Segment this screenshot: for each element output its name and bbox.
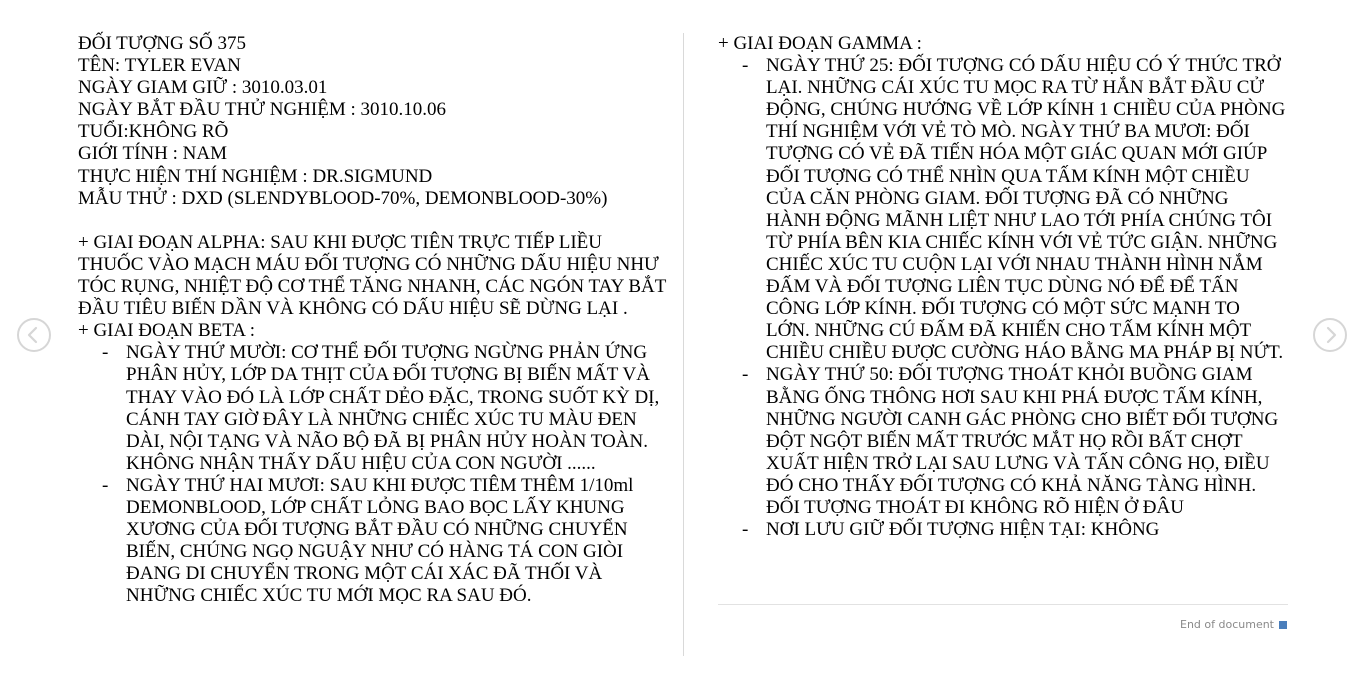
beta-day-10-text: NGÀY THỨ MƯỜI: CƠ THỂ ĐỐI TƯỢNG NGỪNG PHẢN ỨNG PHÂN HỦY, LỚP DA THỊT CỦA ĐỐI TƯỢNG BỊ BIẾN MẤT VÀ THAY VÀO ĐÓ LÀ LỚP CHẤT DẺO ĐẶC, TRONG SUỐT KỲ DỊ, CÁNH TAY GIỜ ĐÂY LÀ NHỮNG CHIẾC XÚC TU MÀU ĐEN DÀI, NỘI TẠNG VÀ NÃO BỘ ĐÃ BỊ PHÂN HỦY HOÀN TOÀN. KHÔNG NHẬN THẤY DẤU HIỆU CỦA CON NGƯỜI ......	[126, 342, 660, 474]
bullet-dash: -	[102, 474, 109, 496]
left-page	[78, 33, 668, 607]
end-divider	[718, 604, 1288, 605]
gamma-day-50-text: NGÀY THỨ 50: ĐỐI TƯỢNG THOÁT KHỎI BUỒNG GIAM BẰNG ỐNG THÔNG HƠI SAU KHI PHÁ ĐƯỢC TẤM KÍNH, NHỮNG NGƯỜI CANH GÁC PHÒNG CHO BIẾT ĐỐI TƯỢNG ĐỘT NGỘT BIẾN MẤT TRƯỚC MẮT HỌ RỒI BẤT CHỢT XUẤT HIỆN TRỞ LẠI SAU LƯNG VÀ TẤN CÔNG HỌ, ĐIỀU ĐÓ CHO THẤY ĐỐI TƯỢNG CÓ KHẢ NĂNG TÀNG HÌNH. ĐỐI TƯỢNG THOÁT ĐI KHÔNG RÕ HIỆN Ở ĐÂU	[766, 364, 1279, 518]
alpha-stage-paragraph: + GIAI ĐOẠN ALPHA: SAU KHI ĐƯỢC TIÊN TRỰC TIẾP LIỀU THUỐC VÀO MẠCH MÁU ĐỐI TƯỢNG CÓ NHỮNG DẤU HIỆU NHƯ TÓC RỤNG, NHIỆT ĐỘ CƠ THỂ TĂNG NHANH, CÁC NGÓN TAY BẮT ĐẦU TIÊU BIẾN DẦN VÀ KHÔNG CÓ DẤU HIỆU SẼ DỪNG LẠI .	[78, 231, 667, 320]
list-item	[718, 55, 1288, 364]
spacer	[78, 210, 668, 232]
list-item	[78, 342, 668, 475]
beta-stage-heading: + GIAI ĐOẠN BETA :	[78, 320, 256, 342]
chevron-right-icon	[1315, 320, 1345, 350]
test-sample: MẪU THỬ : DXD (SLENDYBLOOD-70%, DEMONBLOOD-30%)	[78, 187, 608, 209]
end-marker-icon	[1279, 621, 1287, 629]
bullet-dash: -	[742, 364, 749, 386]
chevron-left-icon	[19, 320, 49, 350]
detention-date: NGÀY GIAM GIỮ : 3010.03.01	[78, 77, 328, 99]
subject-gender: GIỚI TÍNH : NAM	[78, 143, 227, 165]
bullet-dash: -	[102, 342, 109, 364]
experiment-start-date: NGÀY BẮT ĐẦU THỬ NGHIỆM : 3010.10.06	[78, 99, 446, 121]
subject-number: ĐỐI TƯỢNG SỐ 375	[78, 33, 246, 54]
end-of-document-label: End of document	[1180, 618, 1274, 631]
subject-age: TUỔI:KHÔNG RÕ	[78, 121, 229, 143]
list-item	[78, 475, 668, 608]
previous-page-button[interactable]	[17, 318, 51, 352]
experimenter: THỰC HIỆN THÍ NGHIỆM : DR.SIGMUND	[78, 165, 433, 187]
gamma-stage-heading: + GIAI ĐOẠN GAMMA :	[718, 33, 922, 54]
gamma-day-25-text: NGÀY THỨ 25: ĐỐI TƯỢNG CÓ DẤU HIỆU CÓ Ý THỨC TRỞ LẠI. NHỮNG CÁI XÚC TU MỌC RA TỪ HẮN BẮT ĐẦU CỬ ĐỘNG, CHÚNG HƯỚNG VỀ LỚP KÍNH 1 CHIỀU CỦA PHÒNG THÍ NGHIỆM VỚI VẺ TÒ MÒ. NGÀY THỨ BA MƯƠI: ĐỐI TƯỢNG CÓ VẺ ĐÃ TIẾN HÓA MỘT GIÁC QUAN MỚI GIÚP ĐỐI TƯỢNG CÓ THỂ NHÌN QUA TẤM KÍNH MỘT CHIỀU CỦA CĂN PHÒNG GIAM. ĐỐI TƯỢNG ĐÃ CÓ NHỮNG HÀNH ĐỘNG MÃNH LIỆT NHƯ LAO TỚI PHÍA CHÚNG TÔI TỪ PHÍA BÊN KIA CHIẾC KÍNH VỚI VẺ TỨC GIẬN. NHỮNG CHIẾC XÚC TU CUỘN LẠI VỚI NHAU THÀNH HÌNH NẮM ĐẤM VÀ ĐỐI TƯỢNG LIÊN TỤC DÙNG NÓ ĐỂ ĐỂ TẤN CÔNG LỚP KÍNH. ĐỐI TƯỢNG CÓ MỘT SỨC MẠNH TO LỚN. NHỮNG CÚ ĐẤM ĐÃ KHIẾN CHO TẤM KÍNH MỘT CHIỀU CHIỀU ĐƯỢC CƯỜNG HÁO BẰNG MA PHÁP BỊ NỨT.	[766, 55, 1286, 364]
bullet-dash: -	[742, 55, 749, 77]
list-item	[718, 364, 1288, 519]
next-page-button[interactable]	[1313, 318, 1347, 352]
right-page	[718, 33, 1288, 541]
list-item	[718, 519, 1288, 541]
page-divider	[683, 33, 684, 656]
beta-day-20-text: NGÀY THỨ HAI MƯƠI: SAU KHI ĐƯỢC TIÊM THÊM 1/10ml DEMONBLOOD, LỚP CHẤT LỎNG BAO BỌC LẤY KHUNG XƯƠNG CỦA ĐỐI TƯỢNG BẮT ĐẦU CÓ NHỮNG CHUYỂN BIẾN, CHÚNG NGỌ NGUẬY NHƯ CÓ HÀNG TÁ CON GIÒI ĐANG DI CHUYỂN TRONG MỘT CÁI XÁC ĐÃ THỐI VÀ NHỮNG CHIẾC XÚC TU MỚI MỌC RA SAU ĐÓ.	[126, 474, 634, 607]
bullet-dash: -	[742, 519, 749, 541]
current-location-text: NƠI LƯU GIỮ ĐỐI TƯỢNG HIỆN TẠI: KHÔNG	[766, 519, 1160, 541]
subject-name: TÊN: TYLER EVAN	[78, 55, 241, 77]
